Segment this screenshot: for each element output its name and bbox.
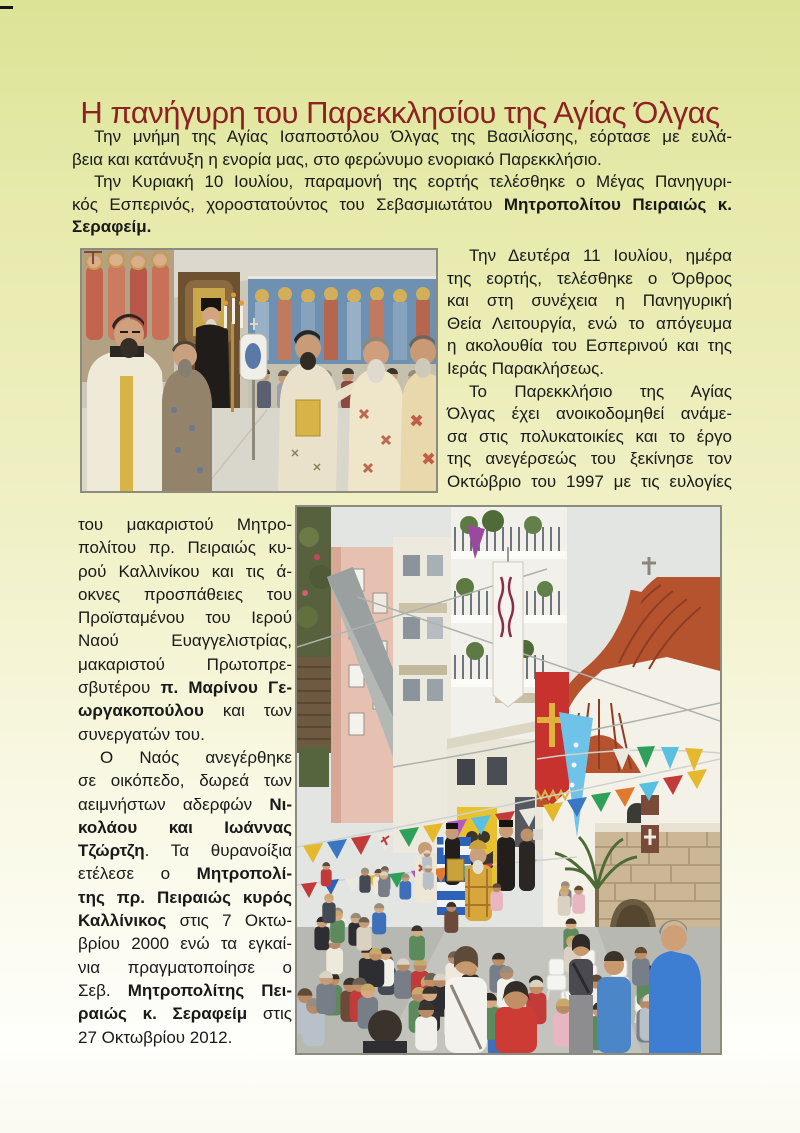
church-interior-illustration [82, 250, 436, 491]
page-title: Η πανήγυρη του Παρεκκλησίου της Αγίας Όλγας [80, 94, 720, 130]
intro-paragraphs: Την μνήμη της Αγίας Ισαποστόλου Όλγας της Βασιλίσσης, εόρτασε με ευλά- βεια και κατάνυξη η ενορία μας, στο φερώνυμο ενοριακό Παρεκκλήσιο. Την Κυριακή 10 Ιουλίου, παραμονή της εορτής τελέσθηκε ο Μέγας Πανηγυρι- κός Εσπερινός, χοροστατούντος του Σεβασμιωτάτου Μητροπολίτου Πειραιώς κ. Σεραφείμ. [72, 127, 732, 237]
left-column: του μακαριστού Μητρο- πολίτου πρ. Πειραιώς κυ- ρού Καλλινίκου και τις ά- οκνες προσπάθειες του Προϊσταμένου του Ιερού Ναού Ευαγγελιστρίας, μακαριστού Πρωτοπρε- σβυτέρου π. Μαρίνου Γε- ωργακοπούλου και των συνεργατών του. Ο Ναός ανεγέρθηκε σε οικόπεδο, δωρεά των αειμνήστων αδερφών Νι- κολάου και Ιωάννας Τζώρτζη. Τα θυρανοίξια ετέλεσε ο Μητροπολί- της πρ. Πειραιώς κυρός Καλλίνικος στις 7 Οκτω- βρίου 2000 ενώ τα εγκαί- νια πραγματοποίησε ο Σεβ. Μητροπολίτης Πει- ραιώς κ. Σεραφείμ στις 27 Οκτωβρίου 2012. [78, 515, 292, 1047]
left-foliage-balcony [297, 507, 335, 787]
street-festival-photo [295, 505, 722, 1055]
church-interior-photo [80, 248, 438, 493]
white-building-a [393, 537, 451, 853]
street-festival-illustration [297, 507, 720, 1053]
crop-mark [0, 6, 13, 9]
right-column: Την Δευτέρα 11 Ιουλίου, ημέρα της εορτής, τελέσθηκε ο Όρθρος και στη συνέχεια η Πανηγυρική Θεία Λειτουργία, ενώ το απόγευμα η ακολουθία του Εσπερινού και της Ιεράς Παρακλήσεως. Το Παρεκκλήσιο της Αγίας Όλγας έχει ανοικοδομηθεί ανάμε- σα στις πολυκατοικίες και το έργο της ανεγέρσεώς του ξεκίνησε τον Οκτώβριο του 1997 με τις ευλογίες [447, 246, 732, 491]
right-fresco-band [248, 276, 436, 364]
